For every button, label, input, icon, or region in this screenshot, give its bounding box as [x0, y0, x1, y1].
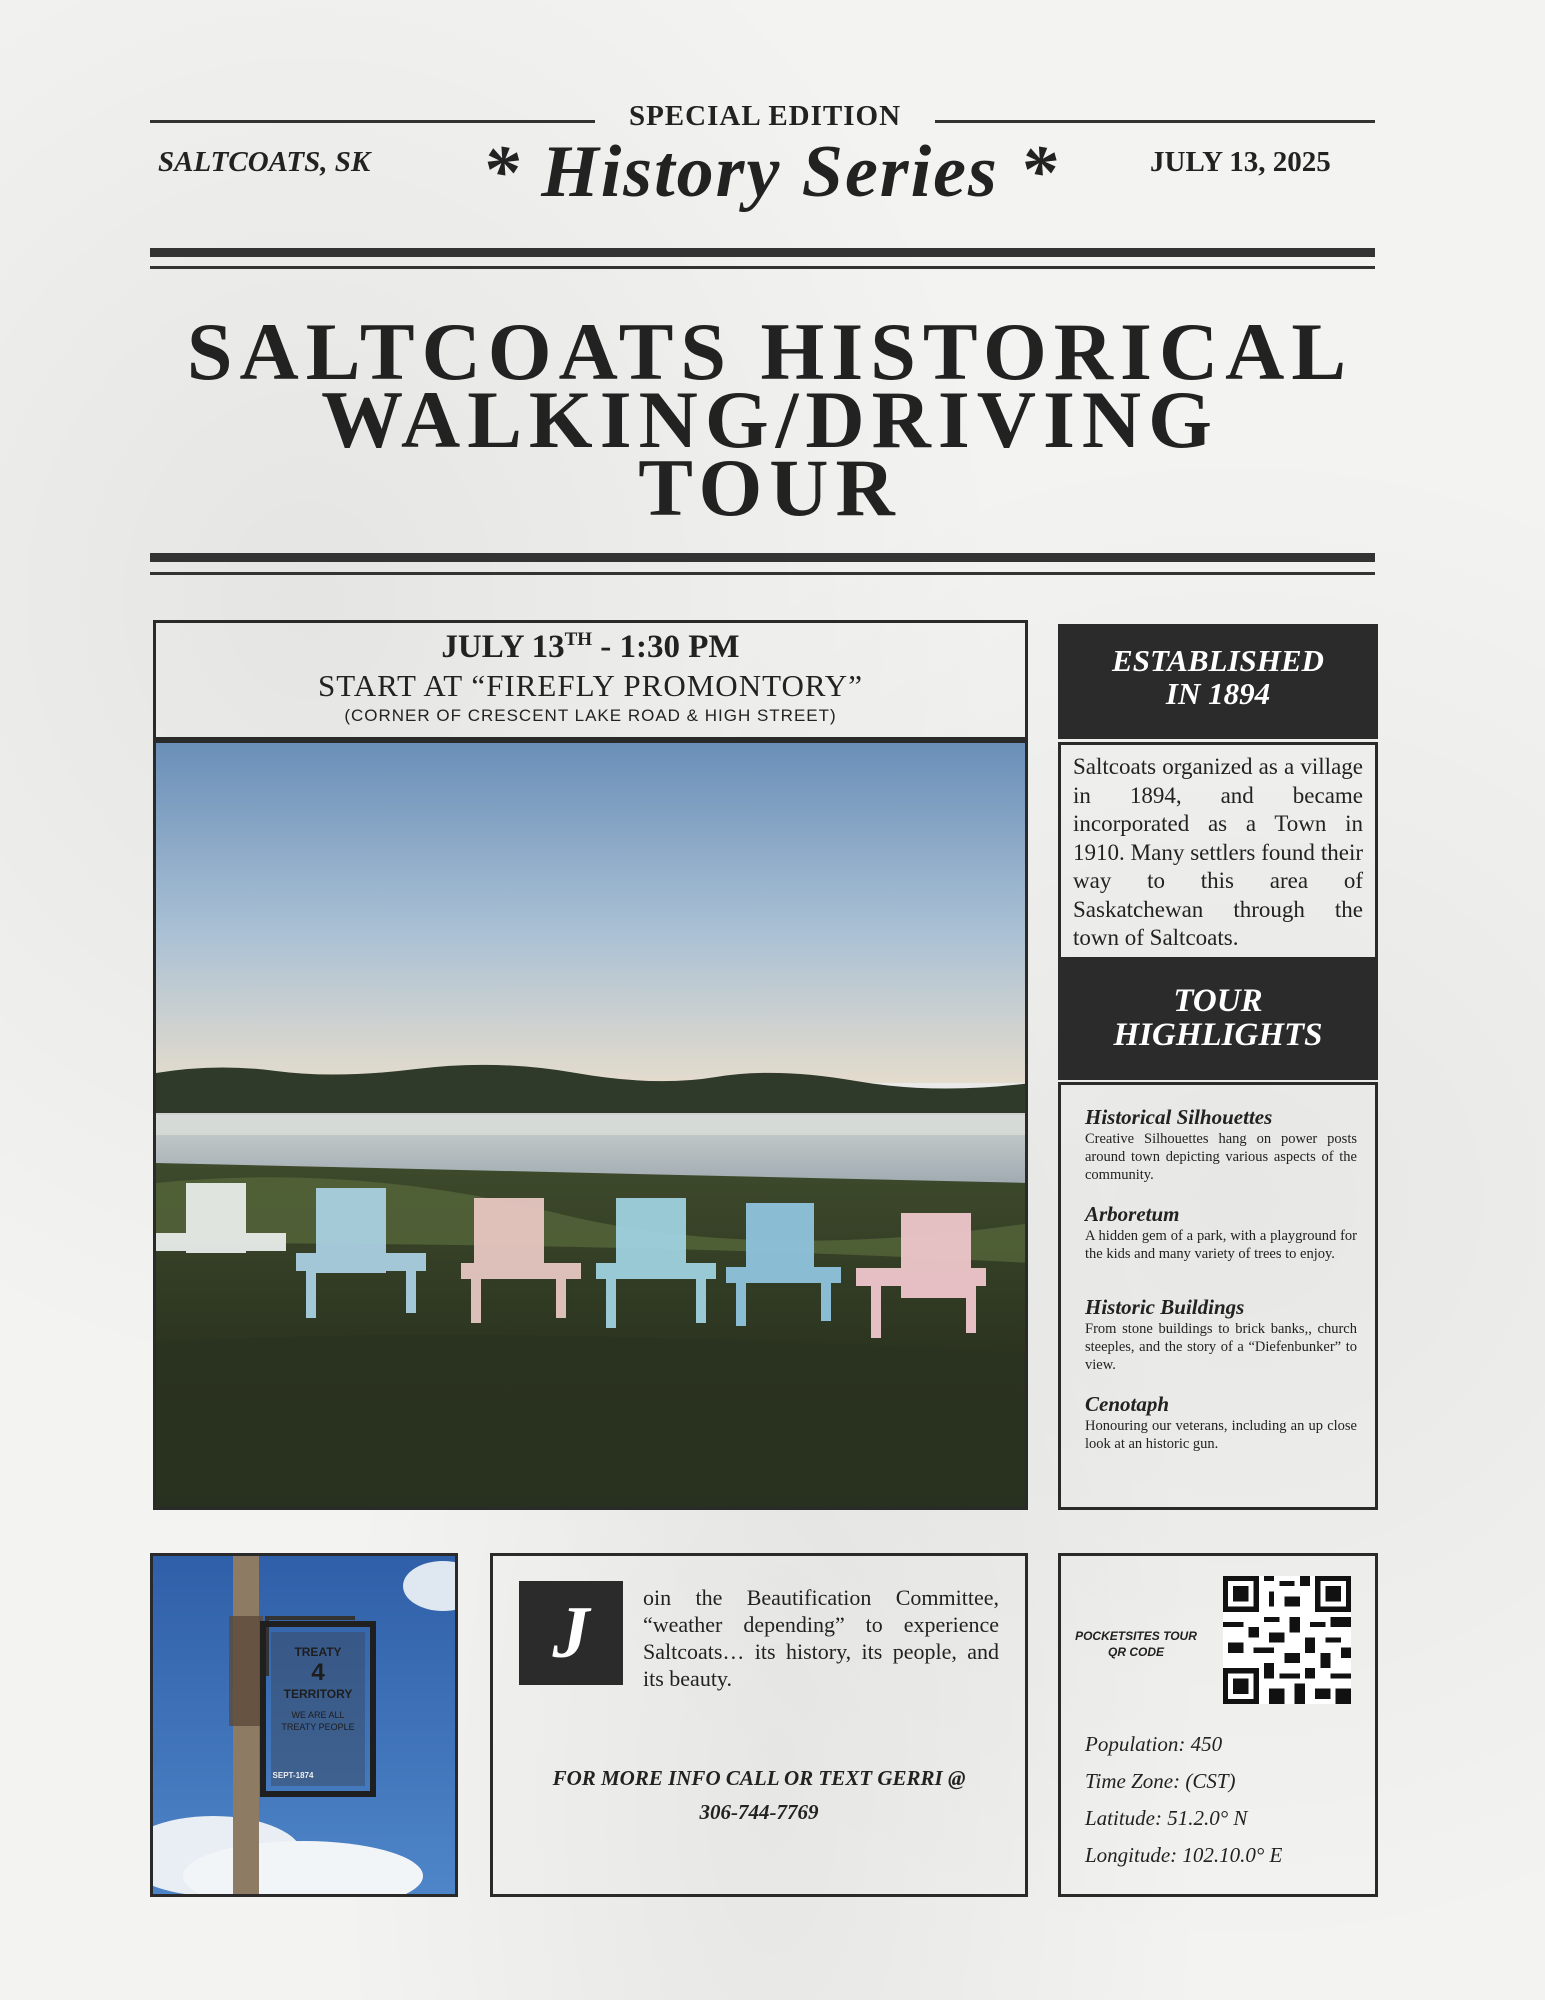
masthead-date: JULY 13, 2025 [1150, 146, 1331, 178]
qr-label-line-2: QR CODE [1107, 1645, 1164, 1659]
tour-highlights-list [1058, 1082, 1378, 1510]
join-committee-box [490, 1553, 1028, 1897]
qr-label [1071, 1628, 1201, 1660]
headline-line-2: WALKING/DRIVING [321, 374, 1219, 465]
sign-line-2: 4 [311, 1659, 325, 1686]
event-corner-location: (CORNER OF CRESCENT LAKE ROAD & HIGH STREET) [344, 706, 837, 725]
established-heading-line-2: IN 1894 [1165, 676, 1271, 711]
qr-label-line-1: POCKETSITES TOUR [1075, 1629, 1197, 1643]
qr-facts-box [1058, 1553, 1378, 1897]
highlight-title: Cenotaph [1085, 1392, 1170, 1416]
masthead-rule-thin [150, 266, 1375, 269]
sign-line-1: TREATY [294, 1645, 342, 1659]
highlight-title: Historic Buildings [1085, 1295, 1245, 1319]
history-series-title: * History Series * [481, 131, 1059, 213]
highlight-item [1085, 1392, 1357, 1453]
established-banner [1058, 624, 1378, 739]
page-headline [150, 306, 1390, 533]
highlight-item [1085, 1202, 1357, 1263]
highlight-item [1085, 1295, 1357, 1374]
special-edition-label: SPECIAL EDITION [628, 100, 902, 132]
phone-number: 306-744-7769 [699, 1800, 819, 1824]
population-fact: Population: 450 [1085, 1732, 1223, 1756]
masthead-rule-right [935, 120, 1375, 123]
established-body: Saltcoats organized as a village in 1894, and became incorporated as a Town in 1910. Many settlers found their way to this area of Saskatchewan through the town of Saltcoats. [1058, 742, 1378, 960]
masthead-rule-left [150, 120, 595, 123]
join-text: oin the Beautification Committee, “weather depending” to experience Saltcoats… its history, its people, and its beauty. [643, 1585, 999, 1691]
highlight-item [1085, 1105, 1357, 1184]
treaty-sign-photo [150, 1553, 458, 1897]
highlight-desc: Creative Silhouettes hang on power posts around town depicting various aspects of the community. [1085, 1131, 1357, 1183]
event-date-suffix: TH [564, 629, 593, 650]
tour-highlights-banner [1058, 960, 1378, 1080]
lake-chairs-photo [153, 740, 1028, 1510]
event-date-time [156, 629, 1025, 666]
more-info-line: FOR MORE INFO CALL OR TEXT GERRI @ [552, 1766, 966, 1790]
sign-line-4: WE ARE ALL [291, 1710, 345, 1720]
headline-rule-thin [150, 572, 1375, 575]
more-info-contact [503, 1761, 1015, 1829]
highlight-desc: From stone buildings to brick banks,, church steeples, and the story of a “Diefenbunker” to view. [1085, 1321, 1357, 1373]
event-date: JULY 13 [441, 629, 565, 665]
highlight-title: Historical Silhouettes [1085, 1105, 1273, 1129]
sign-line-3: TERRITORY [283, 1687, 353, 1701]
sign-line-6: SEPT-1874 [272, 1771, 314, 1780]
established-heading-line-1: ESTABLISHED [1112, 643, 1324, 678]
tour-heading-line-1: TOUR [1173, 983, 1263, 1019]
event-start-location: START AT “FIREFLY PROMONTORY” [318, 668, 863, 703]
event-info-box [153, 620, 1028, 740]
highlight-title: Arboretum [1085, 1202, 1180, 1226]
highlight-desc: A hidden gem of a park, with a playground for the kids and many variety of trees to enjoy. [1085, 1228, 1357, 1262]
event-time: - 1:30 PM [592, 629, 740, 665]
qr-code-icon[interactable] [1223, 1576, 1351, 1704]
drop-cap: J [519, 1581, 623, 1685]
masthead-rule-thick [150, 248, 1375, 257]
sign-line-5: TREATY PEOPLE [281, 1722, 355, 1732]
highlight-desc: Honouring our veterans, including an up close look at an historic gun. [1085, 1418, 1357, 1452]
headline-line-3: TOUR [638, 442, 902, 533]
timezone-fact: Time Zone: (CST) [1085, 1769, 1236, 1793]
headline-rule-thick [150, 553, 1375, 562]
tour-heading-line-2: HIGHLIGHTS [1113, 1017, 1323, 1053]
masthead-place: SALTCOATS, SK [158, 146, 371, 178]
latitude-fact: Latitude: 51.2.0° N [1085, 1806, 1248, 1830]
longitude-fact: Longitude: 102.10.0° E [1085, 1843, 1283, 1867]
headline-line-1: SALTCOATS HISTORICAL [186, 306, 1354, 397]
town-facts [1085, 1726, 1282, 1874]
